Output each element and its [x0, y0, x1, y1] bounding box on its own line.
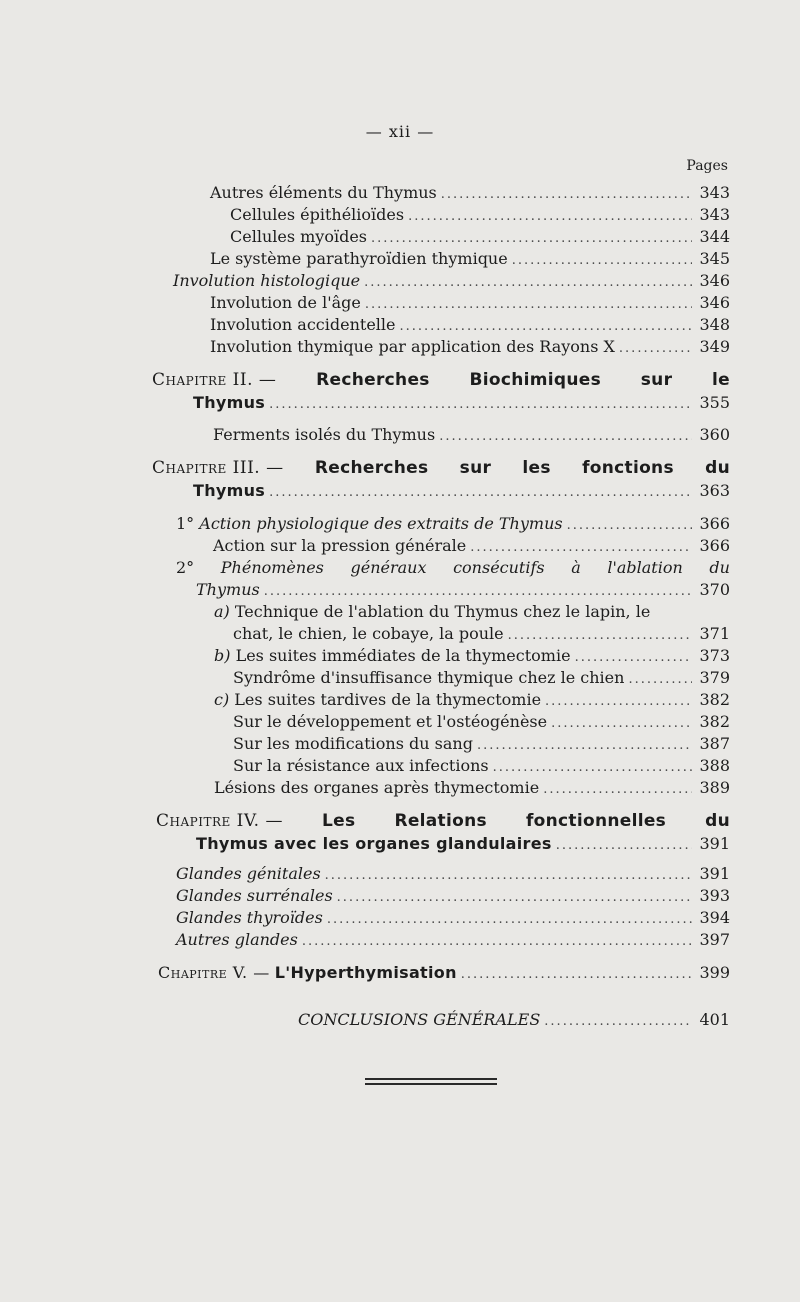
toc-entry: Glandes thyroïdes ..... 394 — [176, 908, 730, 930]
toc-entry: Glandes génitales ..... 391 — [176, 864, 730, 886]
toc-entry: Sur les modifications du sang ..... 387 — [233, 734, 730, 756]
toc-entry: chat, le chien, le cobaye, la poule ..... 371 — [233, 624, 730, 646]
page-number: — xii — — [365, 122, 435, 141]
toc-entry: Syndrôme d'insuffisance thymique chez le chien ..... 379 — [233, 668, 730, 690]
toc-entry: Lésions des organes après thymectomie ..... 389 — [214, 778, 730, 800]
toc-entry: Cellules épithélioïdes ..... 343 — [230, 205, 730, 227]
toc-entry: Action sur la pression générale ..... 366 — [213, 536, 730, 558]
toc-entry: Chapitre V. — L'Hyperthymisation ..... 399 — [158, 963, 730, 985]
toc-entry: Autres glandes ..... 397 — [176, 930, 730, 952]
toc-entry: Involution de l'âge ..... 346 — [210, 293, 730, 315]
toc-entry: Glandes surrénales ..... 393 — [176, 886, 730, 908]
toc-entry: c) Les suites tardives de la thymectomie ..... 382 — [214, 690, 730, 712]
pages-column-label: Pages — [686, 158, 728, 174]
toc-entry: Involution accidentelle ..... 348 — [210, 315, 730, 337]
toc-entry: Le système parathyroïdien thymique ..... 345 — [210, 249, 730, 271]
toc-entry: Involution thymique par application des Rayons X ..... 349 — [210, 337, 730, 359]
toc-entry: Ferments isolés du Thymus ..... 360 — [213, 425, 730, 447]
toc-entry: Cellules myoïdes ..... 344 — [230, 227, 730, 249]
chapter-4-heading: Chapitre IV. — Les Relations fonctionnelles du — [156, 811, 730, 831]
toc-entry: b) Les suites immédiates de la thymectomie ..... 373 — [214, 646, 730, 668]
toc-entry: Thymus ..... 370 — [196, 580, 730, 602]
toc-entry: Sur le développement et l'ostéogénèse ..... 382 — [233, 712, 730, 734]
toc-entry: Thymus ..... 363 — [193, 481, 730, 503]
toc-entry: Autres éléments du Thymus ..... 343 — [210, 183, 730, 205]
double-rule-top — [365, 1078, 497, 1080]
toc-entry-multiline: 2° Phénomènes généraux consécutifs à l'ablation du — [176, 558, 730, 577]
toc-entry: 1° Action physiologique des extraits de Thymus ..... 366 — [176, 514, 730, 536]
toc-entry: Thymus avec les organes glandulaires ..... 391 — [196, 834, 730, 856]
chapter-2-heading: Chapitre II. — Recherches Biochimiques sur le — [152, 370, 730, 390]
toc-entry-multiline: a) Technique de l'ablation du Thymus chez le lapin, le — [214, 602, 651, 621]
toc-entry: Thymus ..... 355 — [193, 393, 730, 415]
double-rule-bottom — [365, 1083, 497, 1085]
chapter-3-heading: Chapitre III. — Recherches sur les fonctions du — [152, 458, 730, 478]
toc-entry: CONCLUSIONS GÉNÉRALES ..... 401 — [298, 1010, 730, 1032]
toc-entry: Involution histologique ..... 346 — [173, 271, 730, 293]
toc-entry: Sur la résistance aux infections ..... 388 — [233, 756, 730, 778]
